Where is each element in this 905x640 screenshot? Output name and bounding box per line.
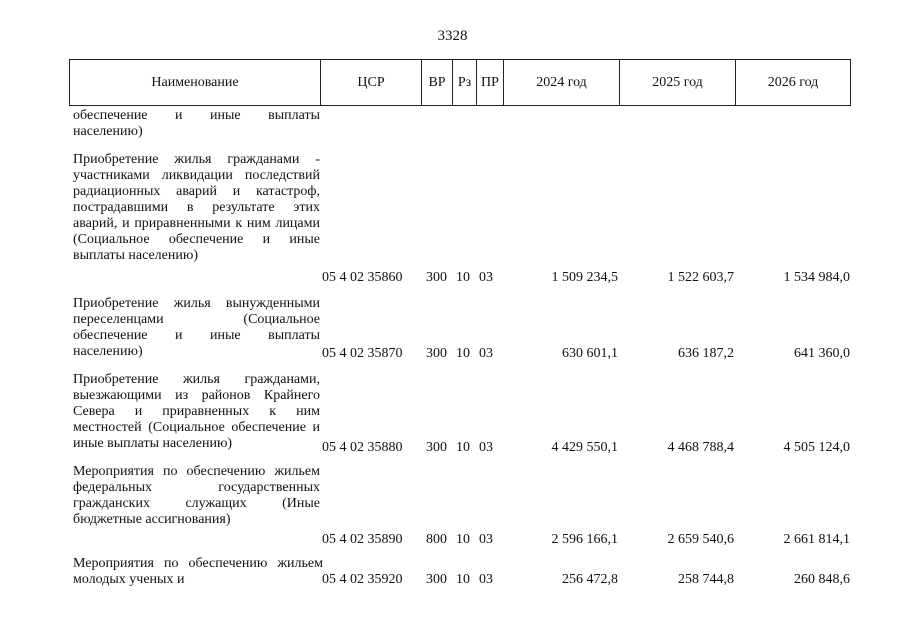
row-rz: 10: [456, 440, 470, 455]
row-vr: 300: [426, 440, 447, 455]
row-vr: 300: [426, 270, 447, 285]
row-pr: 03: [479, 440, 493, 455]
row-csr: 05 4 02 35870: [322, 346, 403, 361]
row-2026: 4 505 124,0: [783, 440, 850, 455]
column-header-csr: ЦСР: [321, 60, 422, 105]
row-2025: 258 744,8: [678, 572, 734, 587]
row-rz: 10: [456, 346, 470, 361]
row-rz: 10: [456, 270, 470, 285]
row-pr: 03: [479, 532, 493, 547]
row-2024: 2 596 166,1: [551, 532, 618, 547]
table-header: [69, 59, 851, 106]
row-pr: 03: [479, 572, 493, 587]
row-rz: 10: [456, 532, 470, 547]
column-header-2025: 2025 год: [620, 60, 736, 105]
row-2024: 630 601,1: [562, 346, 618, 361]
row-name: Приобретение жилья гражданами, выезжающими из районов Крайнего Севера и приравненных к ним местностей (Социальное обеспечение и иные выплаты населению): [73, 372, 320, 451]
page-number: 3328: [437, 28, 468, 44]
continuation-text: обеспечение и иные выплаты населению): [73, 108, 320, 139]
column-header-2024: 2024 год: [504, 60, 620, 105]
row-2026: 641 360,0: [794, 346, 850, 361]
row-vr: 300: [426, 572, 447, 587]
row-name: Приобретение жилья гражданами - участниками ликвидации последствий радиационных аварий и катастроф, пострадавшими в результате этих аварий, и приравненными к ним лицами (Социальное обеспечение и иные выплаты населению): [73, 152, 320, 263]
column-header-vr: ВР: [422, 60, 453, 105]
row-pr: 03: [479, 270, 493, 285]
row-2026: 1 534 984,0: [783, 270, 850, 285]
row-2025: 4 468 788,4: [667, 440, 734, 455]
row-2025: 1 522 603,7: [667, 270, 734, 285]
row-2026: 260 848,6: [794, 572, 850, 587]
row-2025: 636 187,2: [678, 346, 734, 361]
row-name: Мероприятия по обеспечению жильем молодых ученых и: [73, 556, 323, 587]
column-header-pr: ПР: [477, 60, 504, 105]
row-rz: 10: [456, 572, 470, 587]
row-csr: 05 4 02 35880: [322, 440, 403, 455]
row-vr: 800: [426, 532, 447, 547]
row-pr: 03: [479, 346, 493, 361]
row-csr: 05 4 02 35920: [322, 572, 403, 587]
row-2025: 2 659 540,6: [667, 532, 734, 547]
row-csr: 05 4 02 35890: [322, 532, 403, 547]
row-2024: 4 429 550,1: [551, 440, 618, 455]
row-name: Приобретение жилья вынужденными переселенцами (Социальное обеспечение и иные выплаты населению): [73, 296, 320, 359]
column-header-name: Наименование: [70, 60, 321, 105]
row-csr: 05 4 02 35860: [322, 270, 403, 285]
column-header-2026: 2026 год: [767, 75, 819, 90]
row-vr: 300: [426, 346, 447, 361]
row-2026: 2 661 814,1: [783, 532, 850, 547]
row-2024: 256 472,8: [562, 572, 618, 587]
row-2024: 1 509 234,5: [551, 270, 618, 285]
row-name: Мероприятия по обеспечению жильем федеральных государственных гражданских служащих (Иные бюджетные ассигнования): [73, 464, 320, 527]
column-header-rz: Рз: [453, 60, 477, 105]
